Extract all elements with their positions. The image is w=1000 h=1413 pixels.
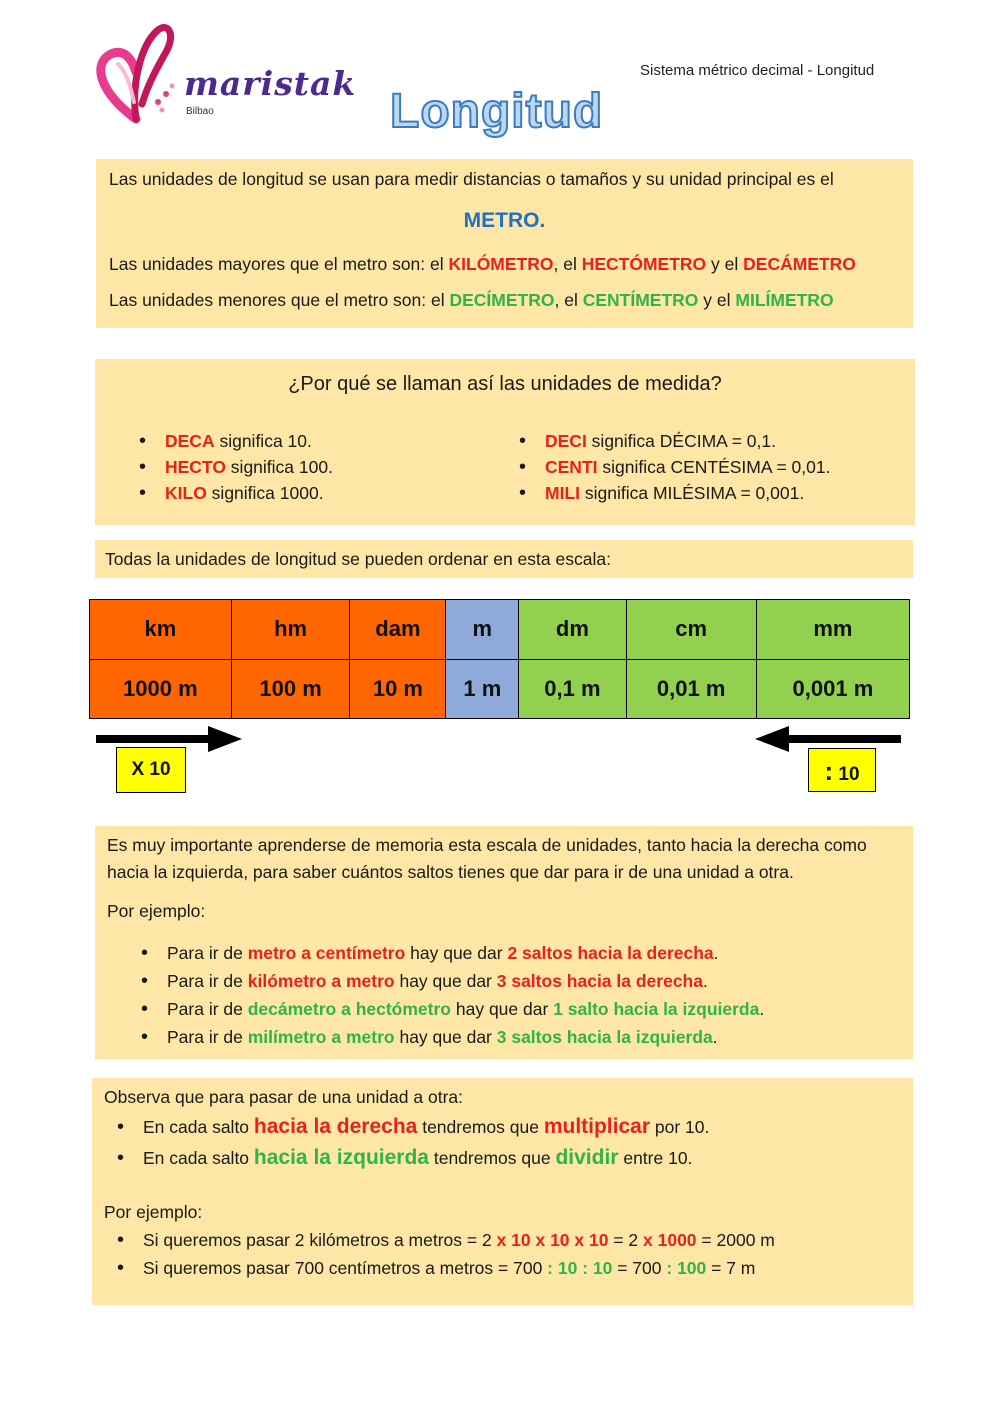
value-cell-dm: 0,1 m <box>519 659 626 719</box>
logo-wordmark: maristak <box>184 64 357 103</box>
multiply-by-10-label: X 10 <box>116 747 186 793</box>
list-item: • KILO significa 1000. <box>136 482 333 508</box>
intro-box <box>96 159 913 328</box>
table-row <box>90 600 910 660</box>
unit-cell-m: m <box>446 600 519 660</box>
value-cell-mm: 0,001 m <box>756 659 909 719</box>
scale-note-box <box>95 540 913 578</box>
list-item: • HECTO significa 100. <box>136 456 333 482</box>
jumps-example-list <box>138 941 764 1053</box>
unit-cell-hm: hm <box>231 600 350 660</box>
list-item: • En cada salto hacia la izquierda tendremos que dividir entre 10. <box>114 1144 709 1175</box>
lesser-units-line: Las unidades menores que el metro son: el DECÍMETRO, el CENTÍMETRO y el MILÍMETRO <box>109 290 834 310</box>
units-scale-table <box>89 599 910 719</box>
logo-subtitle: Bilbao <box>186 106 214 117</box>
list-item: • DECI significa DÉCIMA = 0,1. <box>516 430 830 456</box>
list-item: • Si queremos pasar 700 centímetros a metros = 700 : 10 : 10 = 700 : 100 = 7 m <box>114 1256 775 1284</box>
unit-cell-dam: dam <box>350 600 446 660</box>
list-item: • Para ir de decámetro a hectómetro hay que dar 1 salto hacia la izquierda. <box>138 997 764 1025</box>
maristak-logo <box>96 24 357 124</box>
observe-intro: Observa que para pasar de una unidad a otra: <box>104 1087 463 1107</box>
value-cell-km: 1000 m <box>90 659 232 719</box>
divide-by-10-label: : 10 <box>808 748 876 792</box>
list-item: • MILI significa MILÉSIMA = 0,001. <box>516 482 830 508</box>
list-item: • Para ir de kilómetro a metro hay que dar 3 saltos hacia la derecha. <box>138 969 764 997</box>
unit-cell-dm: dm <box>519 600 626 660</box>
submultiple-prefix-list <box>516 430 830 508</box>
list-item: • DECA significa 10. <box>136 430 333 456</box>
document-label: Sistema métrico decimal - Longitud <box>640 62 875 79</box>
greater-units-line: Las unidades mayores que el metro son: el KILÓMETRO, el HECTÓMETRO y el DECÁMETRO <box>109 254 856 274</box>
table-row <box>90 659 910 719</box>
memorize-paragraph: Es muy importante aprenderse de memoria esta escala de unidades, tanto hacia la derecha como hacia la izquierda, para saber cuántos saltos tienes que dar para ir de una unidad a otra. <box>107 835 867 882</box>
example-label: Por ejemplo: <box>107 901 206 921</box>
heart-logo-icon <box>96 24 186 124</box>
list-item: • Si queremos pasar 2 kilómetros a metros = 2 x 10 x 10 x 10 = 2 x 1000 = 2000 m <box>114 1228 775 1256</box>
scale-note: Todas la unidades de longitud se pueden ordenar en esta escala: <box>105 549 611 569</box>
unit-cell-mm: mm <box>756 600 909 660</box>
multiple-prefix-list <box>136 430 333 508</box>
unit-cell-km: km <box>90 600 232 660</box>
list-item: • CENTI significa CENTÉSIMA = 0,01. <box>516 456 830 482</box>
example-label: Por ejemplo: <box>104 1202 203 1222</box>
list-item: • Para ir de metro a centímetro hay que dar 2 saltos hacia la derecha. <box>138 941 764 969</box>
conversion-examples-list <box>114 1228 775 1284</box>
main-unit: METRO. <box>463 209 546 232</box>
page-title: Longitud <box>390 85 604 138</box>
value-cell-m: 1 m <box>446 659 519 719</box>
value-cell-cm: 0,01 m <box>626 659 756 719</box>
conversion-rules-list <box>114 1113 709 1175</box>
section-title: ¿Por qué se llaman así las unidades de medida? <box>288 373 722 395</box>
value-cell-hm: 100 m <box>231 659 350 719</box>
list-item: • En cada salto hacia la derecha tendremos que multiplicar por 10. <box>114 1113 709 1144</box>
unit-cell-cm: cm <box>626 600 756 660</box>
list-item: • Para ir de milímetro a metro hay que dar 3 saltos hacia la izquierda. <box>138 1025 764 1053</box>
value-cell-dam: 10 m <box>350 659 446 719</box>
intro-line: Las unidades de longitud se usan para medir distancias o tamaños y su unidad principal es el <box>109 169 834 189</box>
